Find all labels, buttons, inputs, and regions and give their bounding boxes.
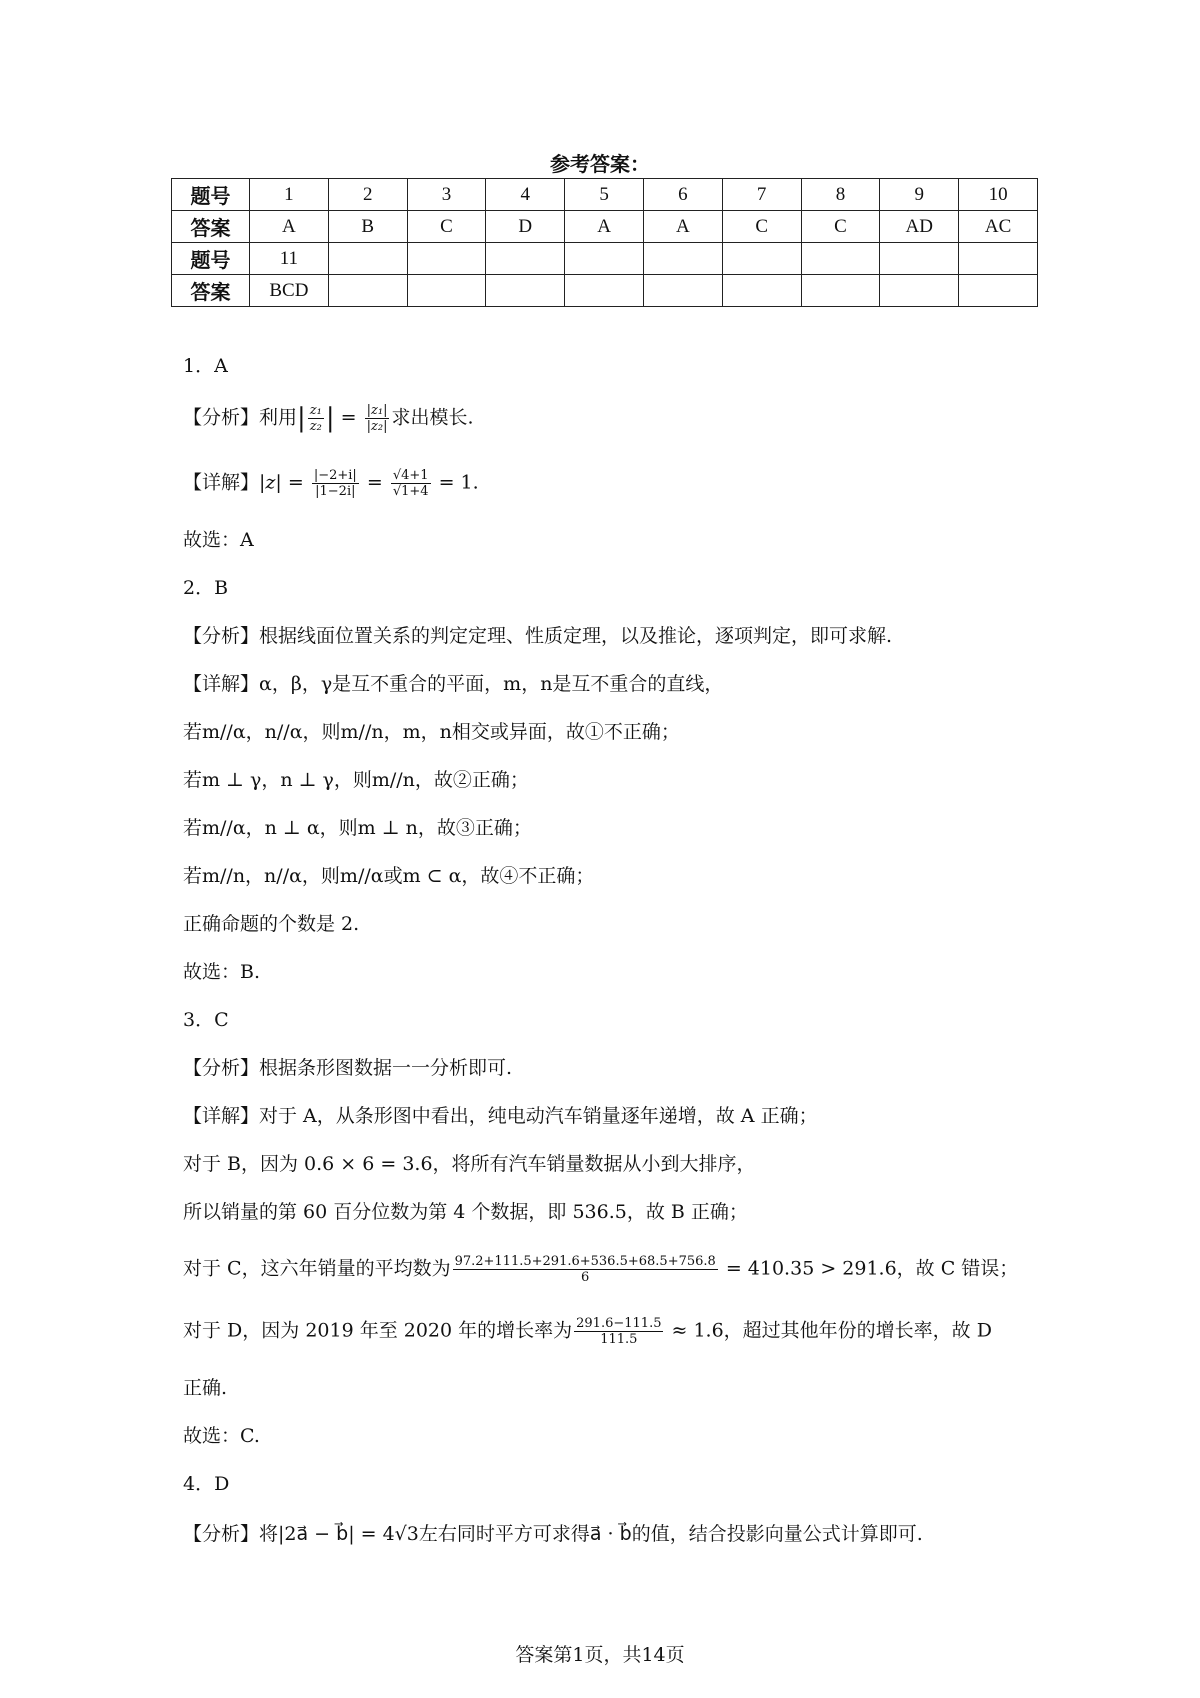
table-cell: AD — [880, 211, 959, 243]
table-cell — [643, 243, 722, 275]
table-cell: 11 — [250, 243, 329, 275]
table-cell — [328, 275, 407, 307]
table-row — [172, 243, 1038, 275]
table-cell — [407, 243, 486, 275]
table-cell — [643, 275, 722, 307]
q2-detail-1: 【详解】α，β，γ是互不重合的平面，m，n是互不重合的直线， — [183, 673, 724, 695]
table-cell — [959, 243, 1038, 275]
table-row — [172, 179, 1038, 211]
table-cell — [959, 275, 1038, 307]
row-header: 题号 — [172, 243, 250, 275]
table-cell — [328, 243, 407, 275]
table-cell: 8 — [801, 179, 880, 211]
table-cell: BCD — [250, 275, 329, 307]
q2-heading: 2．B — [183, 577, 229, 599]
table-cell — [722, 275, 801, 307]
q3-analysis: 【分析】根据条形图数据一一分析即可. — [183, 1057, 513, 1079]
q1-heading: 1．A — [183, 355, 228, 377]
q2-choose: 故选：B. — [183, 961, 261, 983]
page-footer: 答案第1页，共14页 — [515, 1644, 685, 1666]
detail-fraction-1: $\frac{|-2+i|}{|1-2i|}$ — [313, 468, 357, 499]
page-title: 参考答案： — [550, 152, 650, 176]
q2-detail-2: 若m//α，n//α，则m//n，m，n相交或异面，故①不正确； — [183, 721, 680, 743]
q2-detail-5: 若m//n，n//α，则m//α或m ⊂ α，故④不正确； — [183, 865, 595, 887]
table-cell: A — [565, 211, 644, 243]
modulus-fraction: $\frac{\text{|z₁|}}{\text{|z₂|}}$ — [366, 403, 388, 434]
mean-fraction: $\frac{97.2+111.5+291.6+536.5+68.5+756.8}{6}$ — [454, 1254, 716, 1285]
table-cell — [486, 243, 565, 275]
table-cell: 10 — [959, 179, 1038, 211]
table-cell — [801, 243, 880, 275]
table-cell — [801, 275, 880, 307]
q2-detail-3: 若m ⊥ γ，n ⊥ γ，则m//n，故②正确； — [183, 769, 529, 791]
table-cell — [407, 275, 486, 307]
table-cell: AC — [959, 211, 1038, 243]
table-cell: 3 — [407, 179, 486, 211]
table-cell — [486, 275, 565, 307]
row-header: 答案 — [172, 211, 250, 243]
table-cell: A — [643, 211, 722, 243]
q1-analysis: 【分析】利用| $\frac{\text{z₁}}{\text{z₂}}$ | = $\frac{\text{|z₁|}}{\text{|z₂|}}$ 求出模长. — [183, 403, 474, 434]
q3-choose: 故选：C. — [183, 1425, 260, 1447]
q1-detail: 【详解】|z| = $\frac{|-2+i|}{|1-2i|}$ = $\frac{√4+1}{√1+4}$ = 1. — [183, 468, 479, 499]
table-cell — [722, 243, 801, 275]
q2-detail-4: 若m//α，n ⊥ α，则m ⊥ n，故③正确； — [183, 817, 532, 839]
table-cell: 7 — [722, 179, 801, 211]
q3-heading: 3．C — [183, 1009, 229, 1031]
table-cell — [565, 275, 644, 307]
q3-detail-4: 对于 C，这六年销量的平均数为 $\frac{97.2+111.5+291.6+536.5+68.5+756.8}{6}$ = 410.35 > 291.6，故 C 错误； — [183, 1254, 1019, 1285]
table-cell: 1 — [250, 179, 329, 211]
table-cell: C — [407, 211, 486, 243]
row-header: 答案 — [172, 275, 250, 307]
detail-fraction-2: $\frac{√4+1}{√1+4}$ — [392, 468, 429, 499]
q3-detail-3: 所以销量的第 60 百分位数为第 4 个数据，即 536.5，故 B 正确； — [183, 1201, 748, 1223]
table-cell: 4 — [486, 179, 565, 211]
growth-fraction: $\frac{291.6-111.5}{111.5}$ — [576, 1316, 662, 1347]
table-cell: B — [328, 211, 407, 243]
table-cell — [880, 243, 959, 275]
table-cell: C — [722, 211, 801, 243]
answer-table — [171, 178, 1038, 307]
table-cell — [565, 243, 644, 275]
table-cell: C — [801, 211, 880, 243]
row-header: 题号 — [172, 179, 250, 211]
table-cell — [880, 275, 959, 307]
analysis-label: 【分析】 — [183, 406, 260, 429]
q3-detail-1: 【详解】对于 A，从条形图中看出，纯电动汽车销量逐年递增，故 A 正确； — [183, 1105, 818, 1127]
table-cell: 6 — [643, 179, 722, 211]
table-cell: D — [486, 211, 565, 243]
table-row — [172, 275, 1038, 307]
q3-detail-5: 对于 D，因为 2019 年至 2020 年的增长率为 $\frac{291.6-111.5}{111.5}$ ≈ 1.6，超过其他年份的增长率，故 D — [183, 1316, 992, 1347]
q3-detail-2: 对于 B，因为 0.6 × 6 = 3.6，将所有汽车销量数据从小到大排序， — [183, 1153, 756, 1175]
table-cell: 2 — [328, 179, 407, 211]
table-cell: 9 — [880, 179, 959, 211]
table-row — [172, 211, 1038, 243]
q2-detail-6: 正确命题的个数是 2. — [183, 913, 360, 935]
abs-fraction: $\frac{\text{z₁}}{\text{z₂}}$ — [309, 403, 322, 434]
q4-analysis: 【分析】将|2a⃗ − b⃗| = 4√3左右同时平方可求得a⃗ · b⃗的值，结合投影向量公式计算即可. — [183, 1523, 923, 1545]
table-cell: 5 — [565, 179, 644, 211]
q2-analysis: 【分析】根据线面位置关系的判定定理、性质定理，以及推论，逐项判定，即可求解. — [183, 625, 893, 647]
table-cell: A — [250, 211, 329, 243]
q4-heading: 4．D — [183, 1473, 230, 1495]
q1-choose: 故选：A — [183, 529, 254, 551]
q3-detail-6: 正确. — [183, 1377, 228, 1399]
